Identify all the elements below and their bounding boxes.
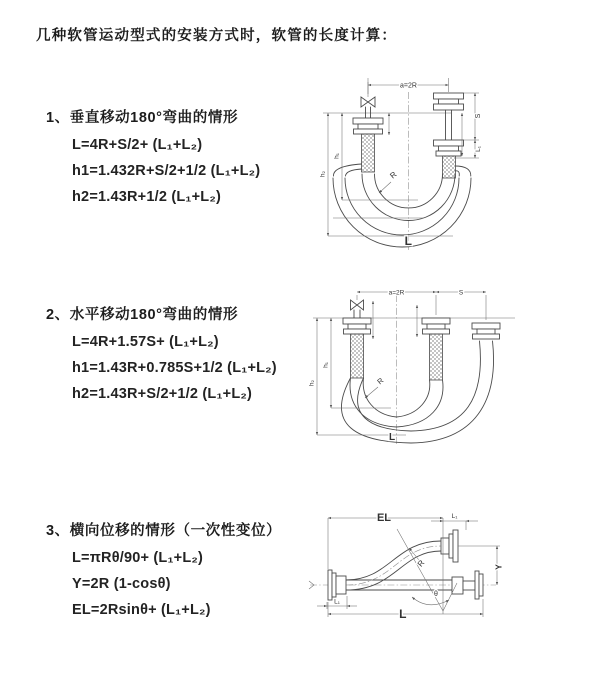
section-vertical-movement (46, 106, 260, 210)
braided-hose-section (362, 134, 375, 172)
diagram-1-drawing (303, 66, 593, 262)
formula-h1: h1=1.432R+S/2+1/2 (L₁+L₂) (72, 163, 261, 179)
formula-el: EL=2Rsinθ+ (L₁+L₂) (72, 602, 211, 618)
diagram-lateral-displacement (300, 497, 600, 649)
page-title: 几种软管运动型式的安装方式时，软管的长度计算： (36, 28, 398, 44)
dim-label-h1: h₁ (322, 362, 330, 368)
length-label: L (388, 432, 396, 443)
displaced-hose-s-curve (346, 530, 458, 590)
middle-pipe-fitting (422, 318, 450, 380)
dim-label-s: S (458, 289, 464, 297)
hose-u-bends (341, 341, 493, 443)
dim-label-l1-right: L₁ (451, 513, 458, 520)
formula-h1: h1=1.43R+0.785S+1/2 (L₁+L₂) (72, 360, 277, 376)
valve-icon (351, 295, 364, 318)
formula-length: L=4R+S/2+ (L₁+L₂) (72, 137, 203, 153)
formula-length: L=4R+1.57S+ (L₁+L₂) (72, 334, 219, 350)
section-1-formulas (46, 132, 260, 210)
dim-label-y: Y (493, 564, 504, 570)
section-lateral-displacement (46, 519, 281, 623)
dim-label-a2r: a=2R (388, 289, 405, 297)
theta-label: θ (434, 591, 438, 598)
braided-hose-section (443, 156, 456, 178)
diagram-2-drawing (303, 283, 598, 463)
dim-label-h2: h₂ (319, 170, 327, 178)
formula-h2: h2=1.43R+S/2+1/2 (L₁+L₂) (72, 386, 253, 402)
formula-length: L=πRθ/90+ (L₁+L₂) (72, 550, 204, 566)
left-pipe-fitting (343, 318, 371, 378)
dimension-lines (317, 512, 504, 621)
braided-hose-section (430, 334, 443, 380)
length-label: L (404, 234, 413, 248)
dim-label-a2r: a=2R (400, 82, 417, 90)
diagram-3-drawing (300, 497, 600, 649)
section-horizontal-movement (46, 303, 277, 407)
length-label: L (399, 607, 407, 621)
dim-label-h1: h₁ (333, 153, 341, 159)
section-2-heading: 2、水平移动180°弯曲的情形 (46, 307, 239, 323)
radius-label: R (415, 558, 427, 569)
dim-label-l1: L₁ (475, 146, 482, 152)
diagram-horizontal-180-bend (303, 283, 598, 463)
section-2-formulas (46, 329, 277, 407)
diagram-vertical-180-bend (303, 66, 593, 262)
braided-hose-section (351, 334, 364, 378)
right-pipe-fitting (434, 93, 464, 178)
section-3-heading: 3、横向位移的情形（一次性变位） (46, 523, 282, 539)
radius-label: R (388, 169, 399, 181)
centerlines (313, 295, 515, 445)
dim-label-el: EL (376, 512, 392, 524)
dimension-lines (309, 290, 487, 444)
section-3-formulas (46, 545, 281, 623)
left-pipe-fitting (353, 107, 383, 172)
left-pipe-fitting (328, 570, 346, 600)
radius-label: R (375, 375, 386, 387)
section-1-heading: 1、垂直移动180°弯曲的情形 (46, 110, 239, 126)
dim-label-l1-left: L₁ (334, 598, 340, 606)
right-pipe-fitting (472, 323, 500, 339)
dim-label-h2: h₂ (308, 379, 316, 387)
dim-label-s: S (475, 113, 482, 119)
formula-y: Y=2R (1-cosθ) (72, 576, 171, 592)
formula-h2: h2=1.43R+1/2 (L₁+L₂) (72, 189, 222, 205)
